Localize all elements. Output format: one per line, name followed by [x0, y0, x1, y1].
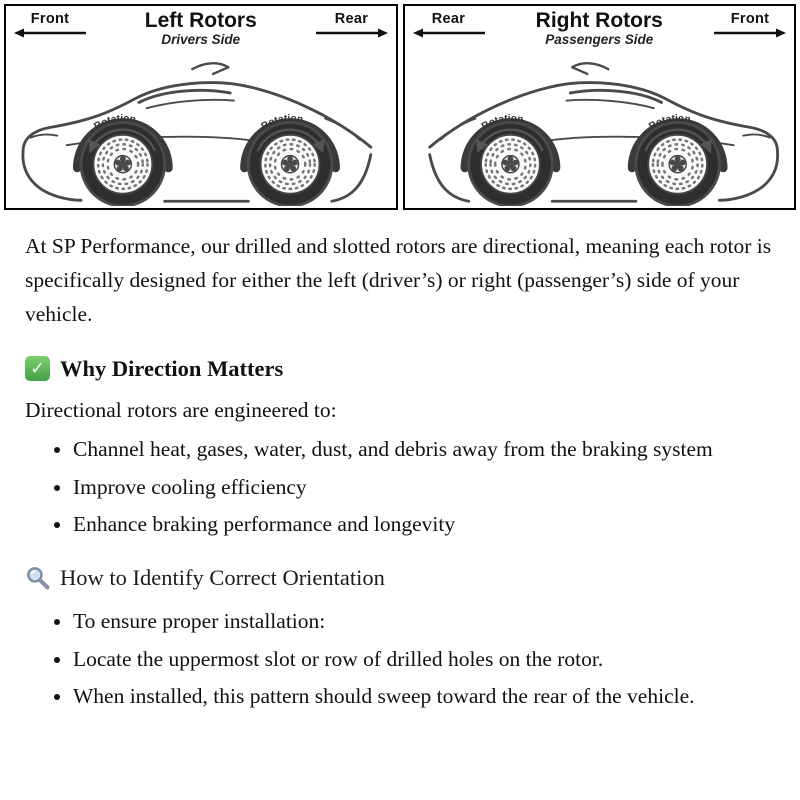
left-panel-header	[6, 8, 396, 50]
rotor-direction-figure	[0, 0, 800, 210]
front-label: Front	[30, 11, 70, 27]
list-item: • Improve cooling efficiency	[73, 471, 775, 504]
rotation-label: Rotation	[646, 113, 692, 133]
left-rotors-panel	[4, 4, 398, 210]
rear-label: Rear	[334, 11, 369, 27]
right-panel-titleblock	[536, 10, 663, 47]
benefits-list	[25, 433, 775, 541]
article-body	[0, 210, 800, 753]
rear-direction-indicator	[315, 11, 389, 38]
section-identify-title: How to Identify Correct Orientation	[60, 564, 385, 590]
steps-list	[25, 605, 775, 713]
front-label: Front	[730, 11, 770, 27]
right-rotors-panel	[403, 4, 797, 210]
engineered-intro: Directional rotors are engineered to:	[25, 397, 337, 422]
right-panel-subtitle: Passengers Side	[545, 32, 654, 48]
car-left-diagram	[6, 54, 396, 206]
rear-direction-indicator	[412, 11, 486, 38]
right-panel-header	[405, 8, 795, 50]
right-panel-title: Right Rotors	[535, 9, 663, 32]
list-item: • Channel heat, gases, water, dust, and debris away from the braking system	[73, 433, 775, 466]
magnifier-icon	[25, 565, 50, 590]
section-why-title: Why Direction Matters	[60, 355, 284, 381]
front-direction-indicator	[713, 11, 787, 38]
arrow-left-icon	[13, 28, 87, 38]
list-item: • Enhance braking performance and longevity	[73, 508, 775, 541]
car-right-diagram	[405, 54, 795, 206]
rotation-label: Rotation	[92, 113, 137, 133]
section-identify-orientation	[25, 565, 775, 591]
left-panel-titleblock	[145, 10, 257, 47]
list-item: • To ensure proper installation:	[73, 605, 775, 638]
section-why-direction-matters	[25, 356, 775, 382]
arrow-right-icon	[713, 28, 787, 38]
rear-label: Rear	[431, 11, 466, 27]
arrow-left-icon	[412, 28, 486, 38]
list-item: • Locate the uppermost slot or row of drilled holes on the rotor.	[73, 643, 775, 676]
rotation-label: Rotation	[479, 113, 524, 133]
rotation-label: Rotation	[259, 113, 304, 133]
left-panel-title: Left Rotors	[144, 9, 257, 32]
front-direction-indicator	[13, 11, 87, 38]
list-item: • When installed, this pattern should sweep toward the rear of the vehicle.	[73, 680, 775, 713]
check-icon: ✓	[25, 356, 50, 381]
intro-paragraph: At SP Performance, our drilled and slotted rotors are directional, meaning each rotor is specifically designed for either the left (driver’s) or right (passenger’s) side of your vehicle.	[25, 234, 772, 326]
arrow-right-icon	[315, 28, 389, 38]
left-panel-subtitle: Drivers Side	[161, 32, 241, 48]
